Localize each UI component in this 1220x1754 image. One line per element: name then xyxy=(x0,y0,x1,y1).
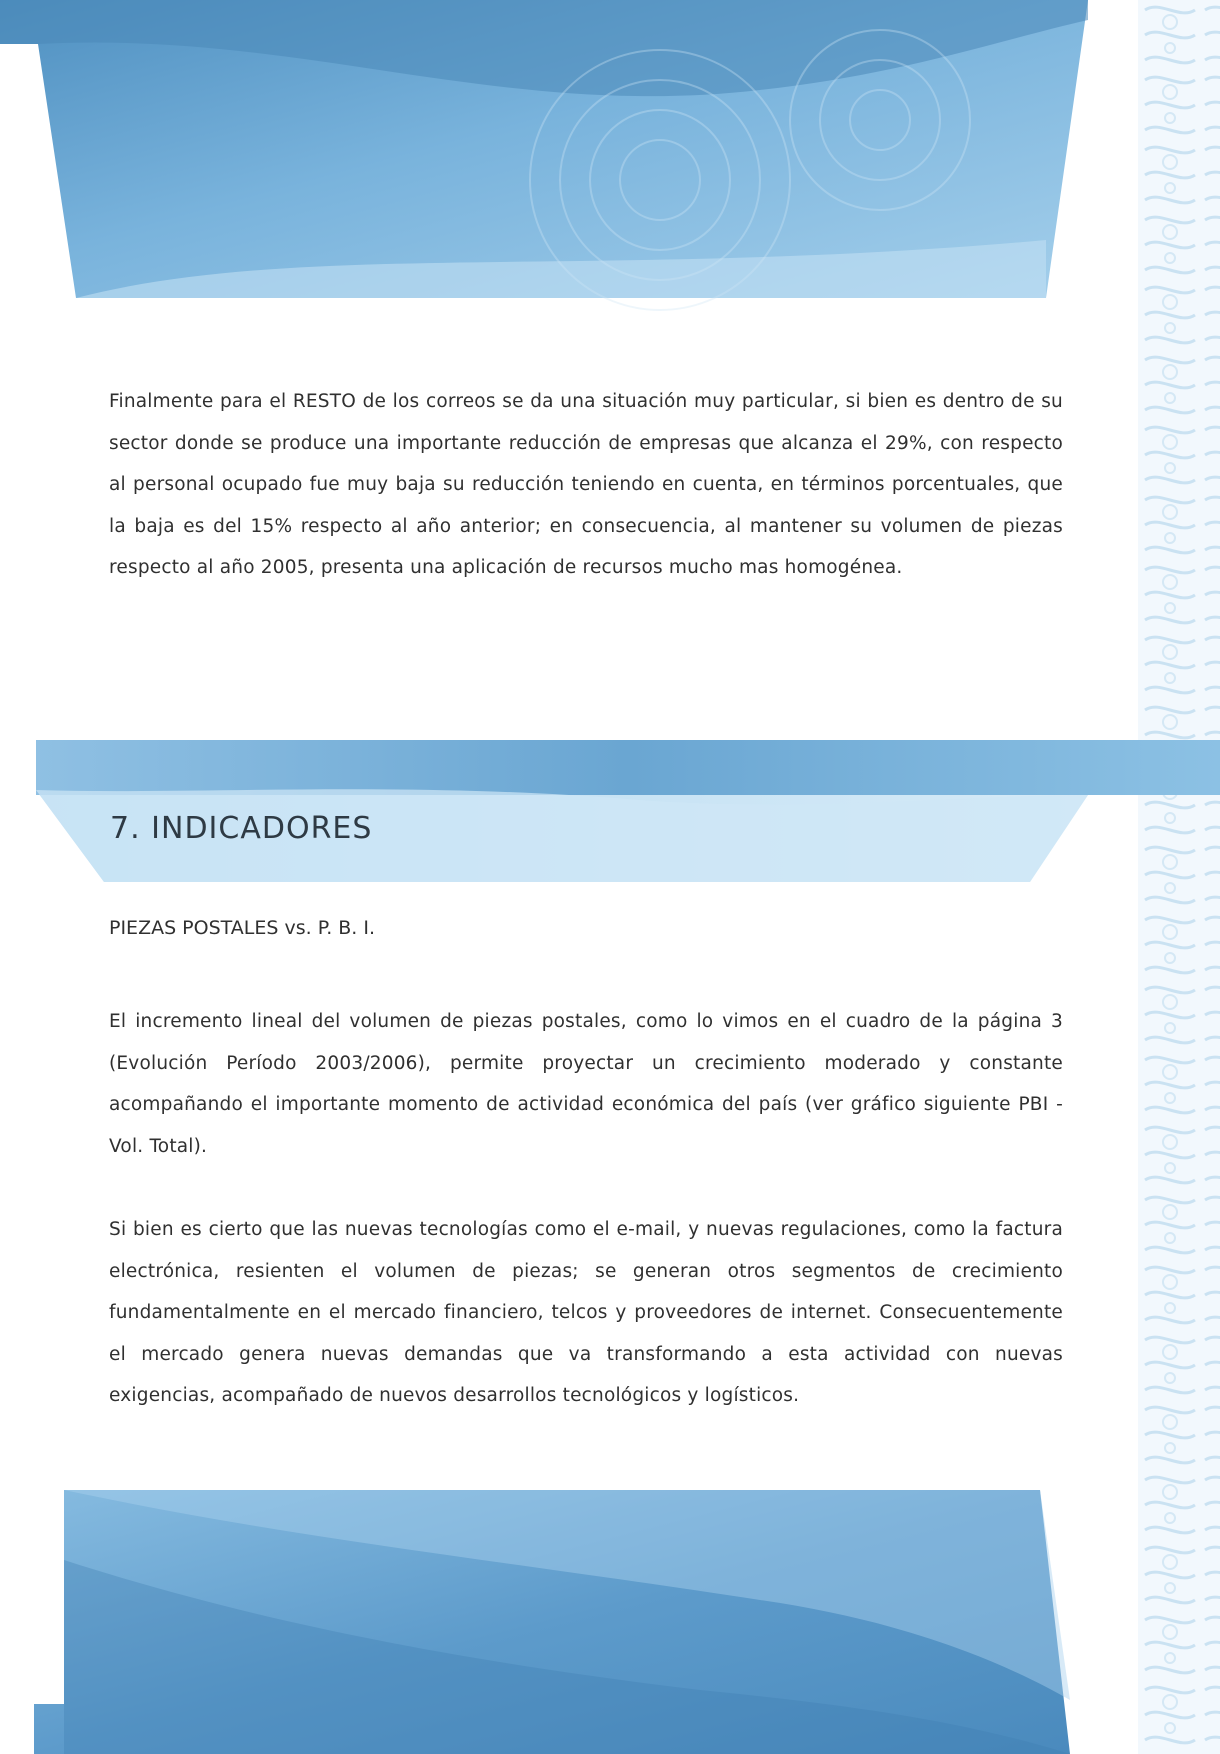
paragraph-incremento: El incremento lineal del volumen de piezas postales, como lo vimos en el cuadro de la página 3 (Evolución Período 2003/2006), permite proyectar un crecimiento moderado y constante acompañando el importante momento de actividad económica del país (ver gráfico siguiente PBI - Vol. Total). xyxy=(109,1011,1063,1157)
section-heading: 7. INDICADORES xyxy=(110,811,373,846)
subheading: PIEZAS POSTALES vs. P. B. I. xyxy=(109,917,376,939)
paragraph-tecnologias: Si bien es cierto que las nuevas tecnologías como el e-mail, y nuevas regulaciones, como la factura electrónica, resienten el volumen de piezas; se generan otros segmentos de crecimiento fundamentalmente en el mercado financiero, telcos y proveedores de internet. Consecuentemente el mercado genera nuevas demandas que va transformando a esta actividad con nuevas exigencias, acompañado de nuevos desarrollos tecnológicos y logísticos. xyxy=(109,1219,1063,1406)
paragraph-resto: Finalmente para el RESTO de los correos se da una situación muy particular, si bien es dentro de su sector donde se produce una importante reducción de empresas que alcanza el 29%, con respecto al personal ocupado fue muy baja su reducción teniendo en cuenta, en términos porcentuales, que la baja es del 15% respecto al año anterior; en consecuencia, al mantener su volumen de piezas respecto al año 2005, presenta una aplicación de recursos mucho mas homogénea. xyxy=(109,391,1063,578)
